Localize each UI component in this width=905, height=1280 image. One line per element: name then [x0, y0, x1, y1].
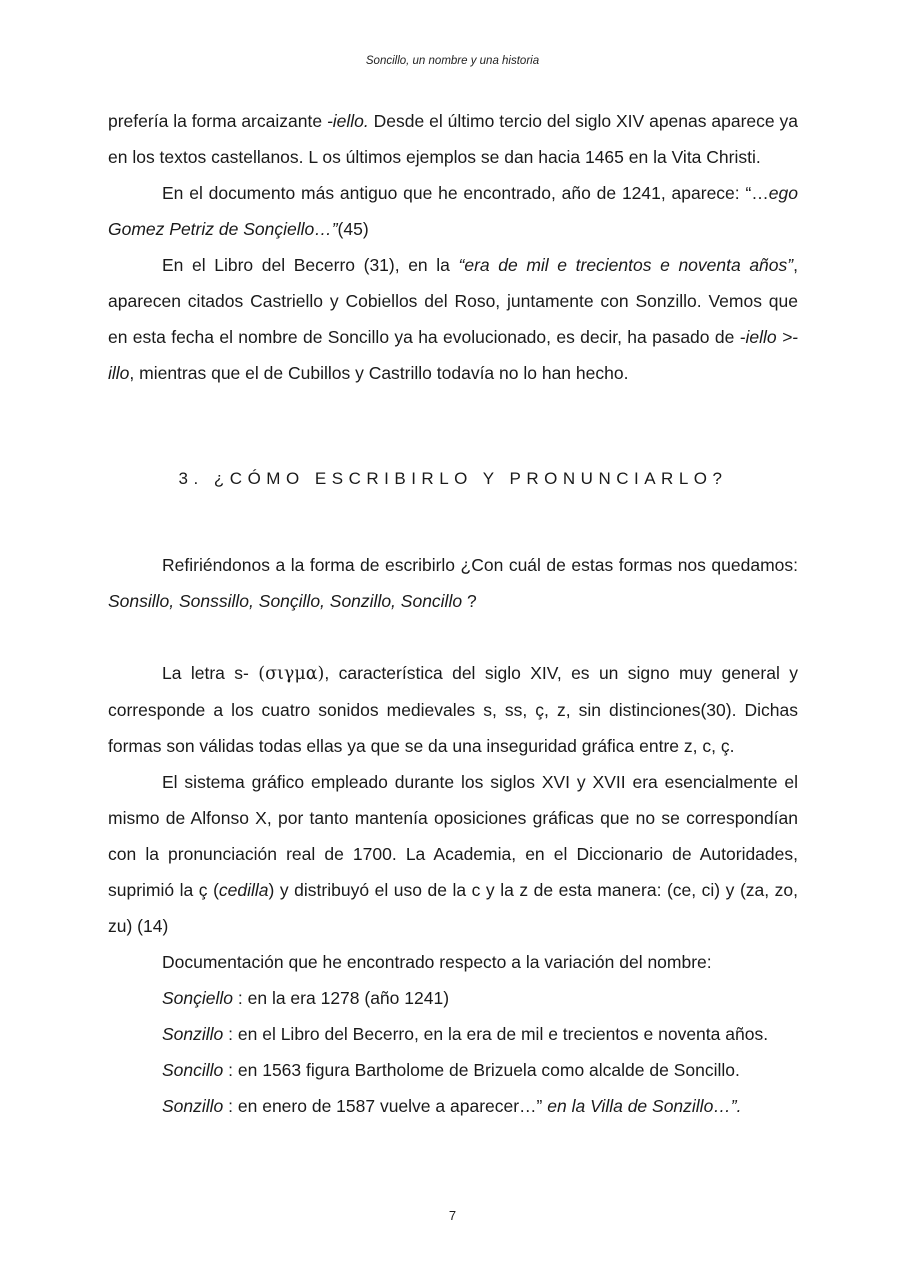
paragraph-1: prefería la forma arcaizante -iello. Desde el último tercio del siglo XIV apenas aparece ya en los textos castellanos. L os últimos ejemplos se dan hacia 1465 en la Vita Christi. — [108, 111, 798, 167]
spacer — [108, 619, 798, 655]
quote: ego Gomez Petriz de Sonçiello…” — [108, 183, 798, 239]
paragraph-3: En el Libro del Becerro (31), en la “era de mil e trecientos e noventa años”, aparecen citados Castriello y Cobiellos del Roso, juntamente con Sonzillo. Vemos que en esta fecha el nombre de Soncillo ya ha evolucionado, es decir, ha pasado de -iello >-illo, mientras que el de Cubillos y Castrillo todavía no lo han hecho. — [108, 255, 798, 383]
name-variant: Sonzillo — [162, 1096, 224, 1116]
paragraph-7: Documentación que he encontrado respecto a la variación del nombre: — [162, 952, 712, 972]
emphasis: cedilla — [218, 880, 269, 900]
paragraph-4: Refiriéndonos a la forma de escribirlo ¿Con cuál de estas formas nos quedamos: Sonsillo, Sonssillo, Sonçillo, Sonzillo, Soncillo ? — [108, 555, 798, 611]
emphasis: -iello >-illo — [108, 327, 798, 383]
page-body — [108, 103, 798, 1124]
quote: en la Villa de Sonzillo…”. — [547, 1096, 742, 1116]
name-variant: Soncillo — [162, 1060, 224, 1080]
list-item: Soncillo : en 1563 figura Bartholome de Brizuela como alcalde de Soncillo. — [162, 1060, 740, 1080]
list-item: Sonzillo : en enero de 1587 vuelve a aparecer…” en la Villa de Sonzillo…”. — [162, 1096, 742, 1116]
page-number: 7 — [448, 1208, 457, 1223]
list-item: Sonzillo : en el Libro del Becerro, en la era de mil e trecientos e noventa años. — [162, 1024, 769, 1044]
quote: “era de mil e trecientos e noventa años” — [458, 255, 794, 275]
greek-sigma: (σιγμα) — [258, 664, 325, 684]
name-variant: Sonçiello — [162, 988, 234, 1008]
emphasis: -iello. — [326, 111, 369, 131]
name-variants: Sonsillo, Sonssillo, Sonçillo, Sonzillo, Soncillo — [108, 591, 463, 611]
list-item: Sonçiello : en la era 1278 (año 1241) — [162, 988, 450, 1008]
section-heading: 3. ¿CÓMO ESCRIBIRLO Y PRONUNCIARLO? — [178, 469, 728, 488]
paragraph-6: El sistema gráfico empleado durante los siglos XVI y XVII era esencialmente el mismo de Alfonso X, por tanto mantenía oposiciones gráficas que no se correspondían con la pronunciación real de 1700. La Academia, en el Diccionario de Autoridades, suprimió la ç (cedilla) y distribuyó el uso de la c y la z de esta manera: (ce, ci) y (za, zo, zu) (14) — [108, 772, 798, 936]
paragraph-2: En el documento más antiguo que he encontrado, año de 1241, aparece: “…ego Gomez Petriz de Sonçiello…”(45) — [108, 183, 798, 239]
running-header: Soncillo, un nombre y una historia — [365, 55, 540, 67]
name-variant: Sonzillo — [162, 1024, 224, 1044]
paragraph-5: La letra s- (σιγμα), característica del siglo XIV, es un signo muy general y corresponde a los cuatro sonidos medievales s, ss, ç, z, sin distinciones(30). Dichas formas son válidas todas ellas ya que se da una inseguridad gráfica entre z, c, ç. — [108, 663, 798, 756]
